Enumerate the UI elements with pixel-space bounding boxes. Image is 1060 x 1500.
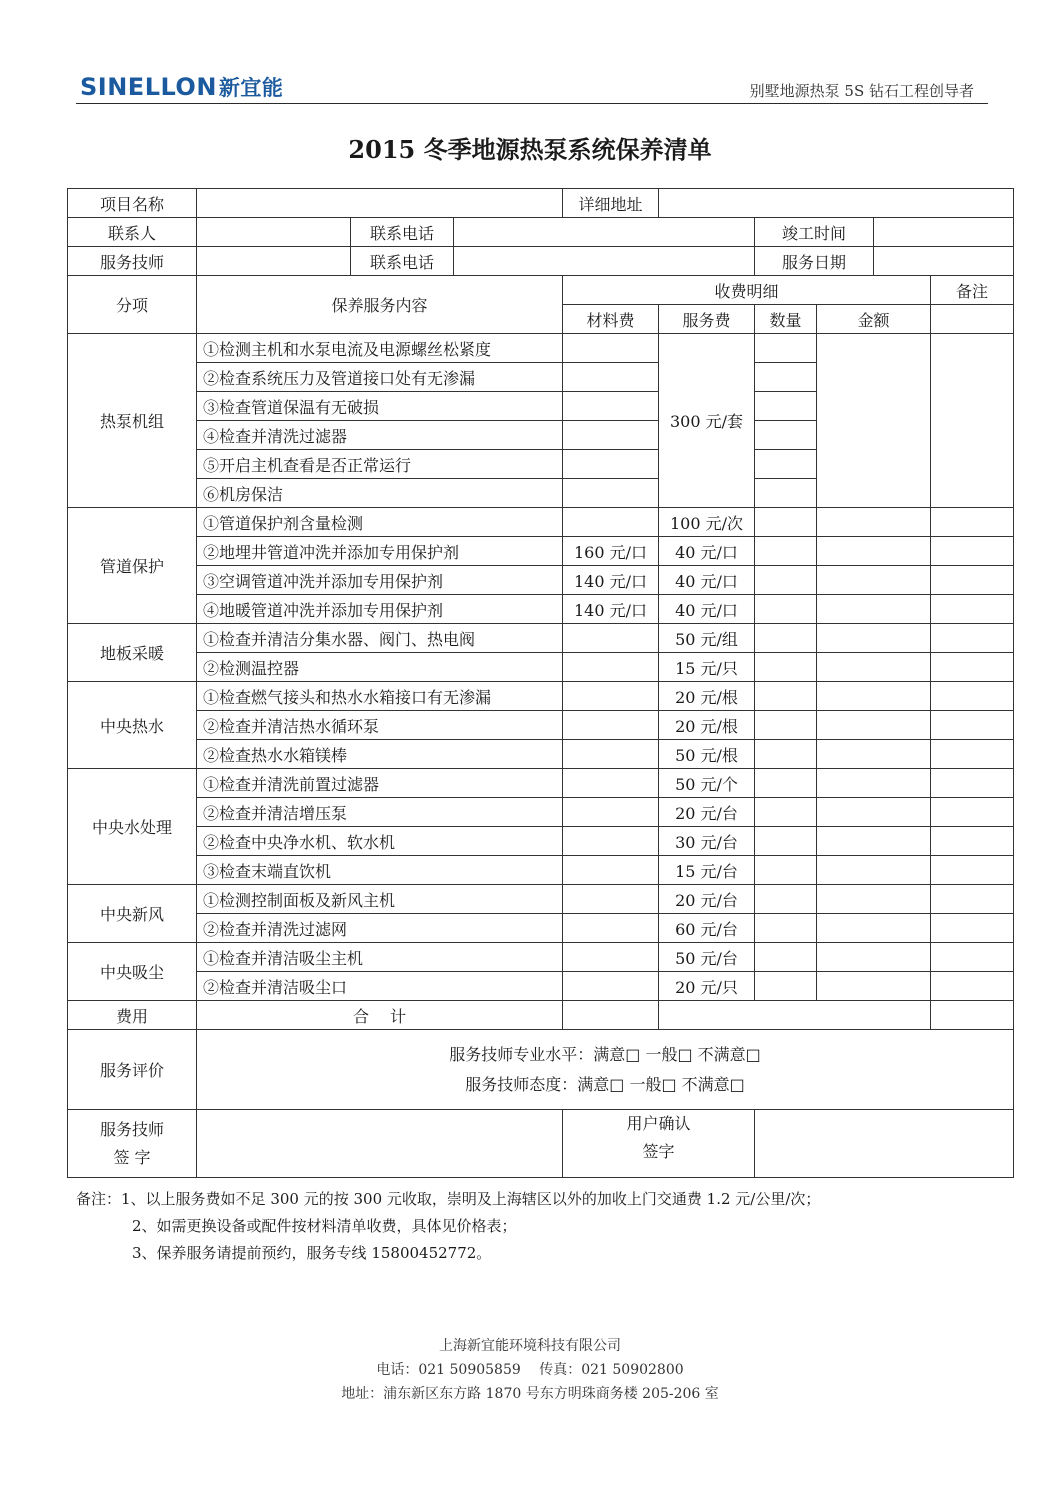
service-content-cell: ②检查热水水箱镁棒 [197,740,563,769]
evaluation-skill-line[interactable]: 服务技师专业水平：满意□ 一般□ 不满意□ [449,1044,761,1064]
table-row [68,624,1014,653]
remark-header: 备注 [931,276,1014,305]
service-fee-cell: 50 元/个 [659,769,755,798]
amount-cell[interactable] [817,711,931,740]
category-cell: 管道保护 [68,508,197,624]
service-fee-cell: 20 元/根 [659,682,755,711]
table-row [68,595,1014,624]
service-content-cell: ②地埋井管道冲洗并添加专用保护剂 [197,537,563,566]
amount-cell[interactable] [817,943,931,972]
total-label: 合 计 [197,1001,563,1030]
table-row [68,537,1014,566]
service-fee-cell: 40 元/口 [659,537,755,566]
footer-company: 上海新宜能环境科技有限公司 [439,1338,621,1354]
service-fee-header: 服务费 [659,305,755,334]
remark-cell[interactable] [931,537,1014,566]
material-fee-cell: 140 元/口 [563,566,659,595]
service-date-field[interactable] [874,247,1014,276]
note-line-3: 3、保养服务请提前预约，服务专线 15800452772。 [132,1244,492,1262]
service-content-cell: ②检查并清洁热水循环泵 [197,711,563,740]
service-content-cell: ①检查并清洁吸尘主机 [197,943,563,972]
category-cell: 中央新风 [68,885,197,943]
table-row [68,682,1014,711]
service-content-cell: ①管道保护剂含量检测 [197,508,563,537]
remark-cell[interactable] [931,943,1014,972]
material-fee-cell [563,827,659,856]
quantity-cell[interactable] [755,769,817,798]
material-fee-cell [563,682,659,711]
note-line-1: 备注：1、以上服务费如不足 300 元的按 300 元收取，崇明及上海辖区以外的加收上门交通费 1.2 元/公里/次； [76,1190,821,1208]
remark-cell[interactable] [931,624,1014,653]
remark-cell[interactable] [931,856,1014,885]
info-row-contact [68,218,1014,247]
evaluation-row [68,1030,1014,1110]
service-content-cell: ②检查并清洗过滤网 [197,914,563,943]
quantity-cell[interactable] [755,914,817,943]
service-fee-cell: 40 元/口 [659,595,755,624]
material-fee-cell[interactable] [563,334,659,363]
remark-cell[interactable] [931,595,1014,624]
material-fee-cell [563,740,659,769]
header-slogan: 别墅地源热泵 5S 钻石工程创导者 [749,82,974,100]
quantity-cell[interactable] [755,827,817,856]
total-remark-cell[interactable] [931,1001,1014,1030]
phone-label-2: 联系电话 [351,247,454,276]
fee-total-row [68,1001,1014,1030]
quantity-cell[interactable] [755,653,817,682]
category-header: 分项 [68,276,197,334]
service-content-cell: ②检查系统压力及管道接口处有无渗漏 [197,363,563,392]
remark-cell[interactable] [931,653,1014,682]
category-cell: 地板采暖 [68,624,197,682]
service-fee-cell: 20 元/台 [659,798,755,827]
remark-cell[interactable] [931,885,1014,914]
project-name-field[interactable] [197,189,563,218]
service-fee-cell: 15 元/只 [659,653,755,682]
technician-label: 服务技师 [68,247,197,276]
amount-cell[interactable] [817,972,931,1001]
remark-cell[interactable] [931,682,1014,711]
table-row [68,798,1014,827]
material-fee-header: 材料费 [563,305,659,334]
evaluation-attitude-line[interactable]: 服务技师态度：满意□ 一般□ 不满意□ [465,1074,745,1094]
quantity-cell[interactable] [755,566,817,595]
table-row [68,740,1014,769]
quantity-cell[interactable] [755,798,817,827]
table-row [68,711,1014,740]
quantity-cell[interactable] [755,885,817,914]
quantity-cell[interactable] [755,740,817,769]
remark-cell[interactable] [931,711,1014,740]
service-content-cell: ⑥机房保洁 [197,479,563,508]
service-fee-cell: 100 元/次 [659,508,755,537]
amount-cell[interactable] [817,769,931,798]
quantity-cell[interactable] [755,363,817,392]
technician-signature-field[interactable] [197,1110,563,1178]
category-cell: 中央吸尘 [68,943,197,1001]
material-fee-cell[interactable] [563,392,659,421]
info-row-project [68,189,1014,218]
service-content-cell: ②检测温控器 [197,653,563,682]
remark-header-cell [931,305,1014,334]
quantity-cell[interactable] [755,508,817,537]
table-row [68,972,1014,1001]
quantity-cell[interactable] [755,856,817,885]
quantity-cell[interactable] [755,537,817,566]
amount-cell[interactable] [817,885,931,914]
service-fee-cell: 300 元/套 [659,334,755,508]
table-row [68,334,1014,363]
note-line-2: 2、如需更换设备或配件按材料清单收费，具体见价格表； [132,1217,517,1235]
user-confirm-label-2: 签字 [642,1142,675,1161]
total-amount-cell[interactable] [659,1001,931,1030]
table-row [68,943,1014,972]
amount-cell[interactable] [817,508,931,537]
service-content-cell: ①检查燃气接头和热水水箱接口有无渗漏 [197,682,563,711]
material-fee-cell [563,856,659,885]
service-fee-cell: 20 元/根 [659,711,755,740]
service-content-cell: ③检查管道保温有无破损 [197,392,563,421]
completion-field[interactable] [874,218,1014,247]
total-material-cell[interactable] [563,1001,659,1030]
service-fee-cell: 20 元/台 [659,885,755,914]
amount-cell[interactable] [817,653,931,682]
service-fee-cell: 15 元/台 [659,856,755,885]
amount-header: 金额 [817,305,931,334]
service-content-cell: ③空调管道冲洗并添加专用保护剂 [197,566,563,595]
amount-cell[interactable] [817,595,931,624]
address-label: 详细地址 [563,189,659,218]
contact-label: 联系人 [68,218,197,247]
evaluation-label: 服务评价 [68,1030,197,1110]
phone-field-2[interactable] [454,247,755,276]
remark-cell[interactable] [931,827,1014,856]
user-confirm-label-1: 用户确认 [626,1114,691,1133]
technician-signature-label [68,1110,197,1178]
service-content-cell: ①检查并清洗前置过滤器 [197,769,563,798]
amount-cell[interactable] [817,856,931,885]
material-fee-cell [563,508,659,537]
contact-field[interactable] [197,218,351,247]
table-row [68,508,1014,537]
material-fee-cell [563,914,659,943]
service-fee-cell: 50 元/台 [659,943,755,972]
service-content-cell: ④检查并清洗过滤器 [197,421,563,450]
remark-cell[interactable] [931,914,1014,943]
quantity-cell[interactable] [755,450,817,479]
page-header [76,70,988,104]
material-fee-cell[interactable] [563,421,659,450]
service-fee-cell: 50 元/组 [659,624,755,653]
table-row [68,856,1014,885]
technician-signature-label-2: 签 字 [113,1147,151,1167]
amount-cell[interactable] [817,914,931,943]
table-row [68,885,1014,914]
service-content-cell: ④地暖管道冲洗并添加专用保护剂 [197,595,563,624]
material-fee-cell [563,972,659,1001]
material-fee-cell [563,943,659,972]
maintenance-table [67,188,1014,1178]
technician-field[interactable] [197,247,351,276]
table-row [68,653,1014,682]
table-row [68,827,1014,856]
service-fee-cell: 50 元/根 [659,740,755,769]
service-content-cell: ①检测控制面板及新风主机 [197,885,563,914]
remark-cell[interactable] [931,566,1014,595]
material-fee-cell [563,885,659,914]
remark-cell[interactable] [931,334,1014,508]
notes [76,1186,820,1267]
amount-cell[interactable] [817,624,931,653]
material-fee-cell [563,653,659,682]
service-content-cell: ①检测主机和水泵电流及电源螺丝松紧度 [197,334,563,363]
fee-label: 费用 [68,1001,197,1030]
service-content-cell: ②检查并清洁增压泵 [197,798,563,827]
page-footer [0,1334,1060,1406]
material-fee-cell [563,624,659,653]
footer-phone-fax: 电话：021 50905859 传真：021 50902800 [376,1362,684,1378]
material-fee-cell[interactable] [563,363,659,392]
quantity-header: 数量 [755,305,817,334]
user-signature-field[interactable] [755,1110,1014,1178]
quantity-cell[interactable] [755,392,817,421]
material-fee-cell: 160 元/口 [563,537,659,566]
info-row-technician [68,247,1014,276]
category-cell: 热泵机组 [68,334,197,508]
quantity-cell[interactable] [755,479,817,508]
service-content-cell: ②检查并清洁吸尘口 [197,972,563,1001]
quantity-cell[interactable] [755,943,817,972]
service-date-label: 服务日期 [755,247,874,276]
material-fee-cell: 140 元/口 [563,595,659,624]
remark-cell[interactable] [931,508,1014,537]
material-fee-cell[interactable] [563,450,659,479]
quantity-cell[interactable] [755,595,817,624]
service-content-cell: ②检查中央净水机、软水机 [197,827,563,856]
service-fee-cell: 40 元/口 [659,566,755,595]
footer-address: 地址：浦东新区东方路 1870 号东方明珠商务楼 205-206 室 [341,1386,719,1402]
signature-row [68,1110,1014,1178]
amount-cell[interactable] [817,537,931,566]
remark-cell[interactable] [931,972,1014,1001]
material-fee-cell [563,711,659,740]
table-row [68,566,1014,595]
service-fee-cell: 30 元/台 [659,827,755,856]
quantity-cell[interactable] [755,421,817,450]
amount-cell[interactable] [817,740,931,769]
table-row [68,914,1014,943]
company-logo: SINELLON新宜能 [80,73,284,101]
remark-cell[interactable] [931,798,1014,827]
document-title: 2015 冬季地源热泵系统保养清单 [348,135,712,164]
header-row-1 [68,276,1014,305]
technician-signature-label-1: 服务技师 [99,1119,164,1139]
remark-cell[interactable] [931,769,1014,798]
material-fee-cell [563,769,659,798]
user-confirm-label [563,1110,755,1178]
service-fee-cell: 60 元/台 [659,914,755,943]
material-fee-cell [563,798,659,827]
quantity-cell[interactable] [755,682,817,711]
amount-cell[interactable] [817,334,931,508]
service-fee-cell: 20 元/只 [659,972,755,1001]
content-header: 保养服务内容 [197,276,563,334]
service-content-cell: ⑤开启主机查看是否正常运行 [197,450,563,479]
address-field[interactable] [659,189,1014,218]
amount-cell[interactable] [817,827,931,856]
completion-label: 竣工时间 [755,218,874,247]
phone-label: 联系电话 [351,218,454,247]
service-content-cell: ③检查末端直饮机 [197,856,563,885]
service-content-cell: ①检查并清洁分集水器、阀门、热电阀 [197,624,563,653]
amount-cell[interactable] [817,682,931,711]
project-name-label: 项目名称 [68,189,197,218]
quantity-cell[interactable] [755,334,817,363]
amount-cell[interactable] [817,798,931,827]
table-row [68,769,1014,798]
evaluation-options[interactable] [197,1030,1014,1110]
category-cell: 中央热水 [68,682,197,769]
material-fee-cell[interactable] [563,479,659,508]
fee-detail-header: 收费明细 [563,276,931,305]
category-cell: 中央水处理 [68,769,197,885]
amount-cell[interactable] [817,566,931,595]
phone-field[interactable] [454,218,755,247]
quantity-cell[interactable] [755,972,817,1001]
remark-cell[interactable] [931,740,1014,769]
quantity-cell[interactable] [755,711,817,740]
quantity-cell[interactable] [755,624,817,653]
